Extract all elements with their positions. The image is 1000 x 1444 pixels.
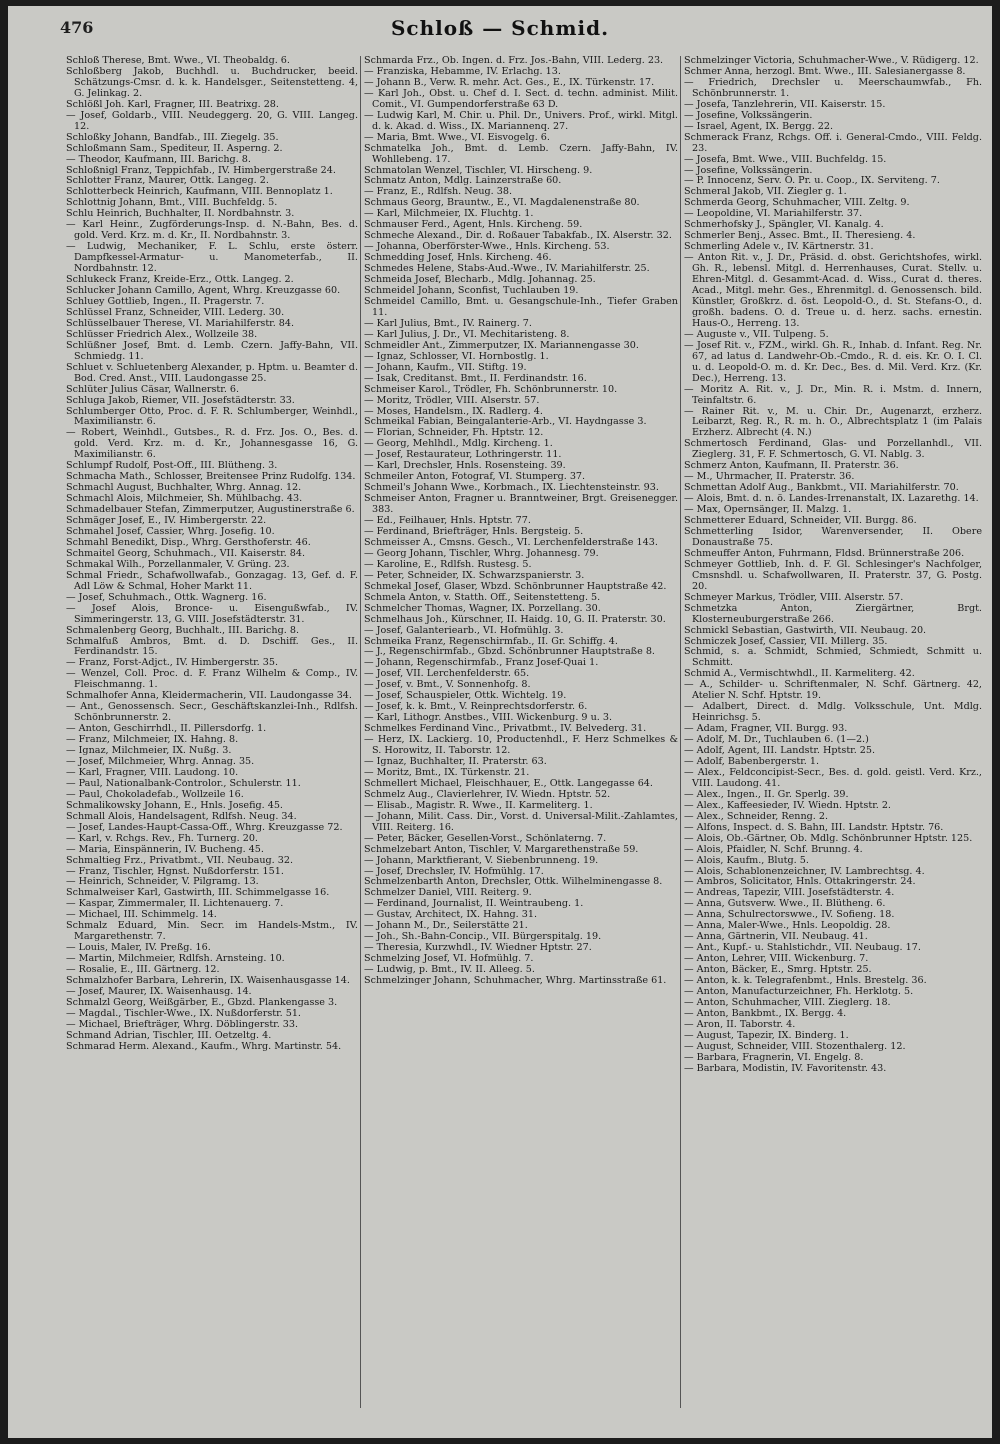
directory-entry: — Ferdinand, Briefträger, Hnls. Bergsteig. 5. — [364, 525, 584, 537]
directory-entry: Schlucker Johann Camillo, Agent, Whrg. Kreuzgasse 60. — [66, 285, 341, 297]
directory-entry: Schmauser Ferd., Agent, Hnls. Kircheng. 59. — [364, 219, 583, 231]
directory-entry: — Gustav, Architect, IX. Hahng. 31. — [364, 909, 538, 921]
directory-entry: — Johann M., Dr., Seilerstätte 21. — [364, 920, 528, 932]
directory-entry: — Andreas, Tapezir, VIII. Josefstädterstr. 4. — [684, 887, 895, 899]
directory-entry: Schloßky Johann, Bandfab., III. Ziegelg. 35. — [66, 131, 279, 143]
directory-entry: — Alfons, Inspect. d. S. Bahn, III. Landstr. Hptstr. 76. — [684, 821, 944, 833]
directory-entry: — Ludwig, Mechaniker, F. L. Schlu, erste österr. Dampfkessel-Armatur- u. Manometerfab., II. Nordbahnstr. 12. — [66, 241, 358, 275]
directory-entry: — Josef, v. Bmt., V. Sonnenhofg. 8. — [364, 679, 531, 691]
directory-entry: — Karoline, E., Rdlfsh. Rustesg. 5. — [364, 558, 532, 570]
directory-entry: Schmarda Frz., Ob. Ingen. d. Frz. Jos.-Bahn, VIII. Lederg. 23. — [364, 56, 664, 66]
running-head: Schloß — Schmid. — [390, 16, 610, 40]
directory-entry: — Josefa, Tanzlehrerin, VII. Kaiserstr. 15. — [684, 98, 886, 110]
directory-entry: — Franz, Milchmeier, IX. Hahng. 8. — [66, 734, 239, 746]
directory-entry: Schmelzinger Victoria, Schuhmacher-Wwe., V. Rüdigerg. 12. — [684, 56, 979, 66]
directory-entry: — Josef, Restaurateur, Lothringerstr. 11. — [364, 449, 562, 461]
directory-entry: Schmer Anna, herzogl. Bmt. Wwe., III. Salesianergasse 8. — [684, 65, 966, 77]
directory-entry: — Josef, Landes-Haupt-Cassa-Off., Whrg. Kreuzgasse 72. — [66, 821, 343, 833]
page-header — [8, 6, 992, 42]
directory-entry: — Florian, Schneider, Fh. Hptstr. 12. — [364, 427, 544, 439]
directory-entry: Schmeyer Markus, Trödler, VIII. Alserstr. 57. — [684, 591, 904, 603]
directory-entry: — Anton, Bankbmt., IX. Bergg. 4. — [684, 1007, 847, 1019]
directory-entry: Schmedes Helene, Stabs-Aud.-Wwe., IV. Mariahilferstr. 25. — [364, 263, 650, 275]
directory-entry: Schmacha Math., Schlosser, Breitensee Prinz Rudolfg. 134. — [66, 471, 356, 483]
directory-entry: Schmal Friedr., Schafwollwafab., Gonzagag. 13, Gef. d. F. Adl Löw & Schmal, Hoher Markt 11. — [66, 569, 358, 592]
directory-entry: — Anton, Schuhmacher, VIII. Zieglerg. 18. — [684, 996, 891, 1008]
directory-entry: — Adolf, Agent, III. Landstr. Hptstr. 25. — [684, 745, 876, 757]
directory-entry: Schloß Therese, Bmt. Wwe., VI. Theobaldg. 6. — [66, 56, 290, 66]
directory-entry: — Ignaz, Buchhalter, II. Praterstr. 63. — [364, 756, 547, 767]
directory-entry: — Kaspar, Zimmermaler, II. Lichtenauerg. 7. — [66, 898, 284, 910]
directory-entry: Schmahel Josef, Cassier, Whrg. Josefig. 10. — [66, 525, 275, 537]
directory-entry: — Josef, Drechsler, IV. Hofmühlg. 17. — [364, 865, 544, 877]
directory-entry: — Karl Joh., Obst. u. Chef d. I. Sect. d. techn. administ. Milit. Comit., VI. Gumpendorferstraße 63 D. — [364, 87, 678, 110]
directory-entry: Schmelzer Daniel, VIII. Reiterg. 9. — [364, 887, 532, 899]
directory-entry: — Auguste v., VII. Tulpeng. 5. — [684, 328, 829, 340]
directory-entry: Schmand Adrian, Tischler, III. Oetzeltg. 4. — [66, 1029, 272, 1041]
directory-entry: — August, Tapezir, IX. Binderg. 1. — [684, 1029, 849, 1041]
directory-entry: Schlüsser Friedrich Alex., Wollzeile 38. — [66, 328, 258, 340]
directory-entry: — Anna, Schulrectorswwe., IV. Sofieng. 18. — [684, 909, 895, 921]
directory-entry: Schmahl Benedikt, Disp., Whrg. Gersthoferstr. 46. — [66, 536, 311, 548]
directory-entry: — Josef, Goldarb., VIII. Neudeggerg. 20, G. VIII. Langeg. 12. — [66, 109, 358, 132]
directory-entry: Schmelzing Josef, VI. Hofmühlg. 7. — [364, 953, 534, 965]
directory-entry: Schlüter Julius Cäsar, Wallnerstr. 6. — [66, 383, 240, 395]
directory-entry: Schmatolan Wenzel, Tischler, VI. Hirscheng. 9. — [364, 164, 593, 176]
directory-entry: — Franz, E., Rdlfsh. Neug. 38. — [364, 186, 513, 198]
directory-entry: Schluet v. Schluetenberg Alexander, p. Hptm. u. Beamter d. Bod. Cred. Anst., VIII. Laudongasse 25. — [66, 361, 358, 384]
directory-entry: — Barbara, Fragnerin, VI. Engelg. 8. — [684, 1051, 864, 1063]
directory-entry: — Anton, Manufacturzeichner, Fh. Herklotg. 5. — [684, 986, 914, 998]
directory-entry: Schmeiler Anton, Fotograf, VI. Stumperg. 37. — [364, 471, 586, 483]
directory-entry: Schmakal Wilh., Porzellanmaler, V. Grüng. 23. — [66, 558, 290, 570]
directory-entry: Schmelhaus Joh., Kürschner, II. Haidg. 10, G. II. Praterstr. 30. — [364, 613, 666, 625]
directory-entry: — Max, Opernsänger, II. Malzg. 1. — [684, 504, 852, 516]
directory-entry: Schmalz Eduard, Min. Secr. im Handels-Mstm., IV. Margarethenstr. 7. — [66, 920, 358, 943]
directory-entry: — Josef Rit. v., FZM., wirkl. Gh. R., Inhab. d. Infant. Reg. Nr. 67, ad latus d. Landwehr-Ob.-Cmdo., R. d. eis. Kr. O. I. Cl. u. d. Leopold-O. m. d. Kr. Dec., Bes. d. Mil. Verd. Krz. (Kr. Dec.), Herreng. 13. — [684, 339, 982, 384]
directory-entry: Schmedding Josef, Hnls. Kircheng. 46. — [364, 252, 552, 264]
directory-entry: Schmiczek Josef, Cassier, VII. Millerg. 35. — [684, 635, 888, 647]
column-divider — [680, 56, 681, 1408]
directory-entry: Schmaus Georg, Brauntw., E., VI. Magdalenenstraße 80. — [364, 197, 640, 209]
directory-entry: Schmerler Benj., Assec. Bmt., II. Theresieng. 4. — [684, 230, 916, 242]
directory-entry: Schmeche Alexand., Dir. d. Roßauer Tabakfab., IX. Alserstr. 32. — [364, 230, 672, 242]
directory-entry: — Karl, Fragner, VIII. Laudong. 10. — [66, 766, 239, 778]
directory-entry: — Adolf, Babenbergerstr. 1. — [684, 756, 820, 767]
directory-entry: — Rainer Rit. v., M. u. Chir. Dr., Augenarzt, erzherz. Leibarzt, Reg. R., R. m. h. O., Albrechtsplatz 1 (im Palais Erzherz. Albrecht (4. N.) — [684, 405, 982, 439]
directory-entry: Schmertosch Ferdinand, Glas- und Porzellanhdl., VII. Zieglerg. 31, F. F. Schmertosch, G. VI. Nablg. 3. — [684, 438, 982, 461]
directory-entry: Schmaltieg Frz., Privatbmt., VII. Neubaug. 32. — [66, 854, 293, 866]
directory-entry: Schluey Gottlieb, Ingen., II. Pragerstr. 7. — [66, 295, 265, 307]
directory-entry: — Georg, Mehlhdl., Mdlg. Kircheng. 1. — [364, 438, 553, 450]
directory-entry: — Ludwig Karl, M. Chir. u. Phil. Dr., Univers. Prof., wirkl. Mitgl. d. k. Akad. d. Wiss., IX. Mariannenq. 27. — [364, 109, 678, 132]
directory-entry: Schmelkes Ferdinand Vinc., Privatbmt., IV. Belvederg. 31. — [364, 723, 647, 735]
directory-entry: Schlumpf Rudolf, Post-Off., III. Blütheng. 3. — [66, 460, 278, 472]
directory-entry: Schmerhofsky J., Spängler, VI. Kanalg. 4. — [684, 219, 884, 231]
directory-entry: Schmeiser Karol., Trödler, Fh. Schönbrunnerstr. 10. — [364, 383, 618, 395]
directory-entry: — Leopoldine, VI. Mariahilferstr. 37. — [684, 208, 863, 220]
page-number: 476 — [60, 18, 94, 37]
directory-entry: Schlüsselbauer Therese, VI. Mariahilferstr. 84. — [66, 317, 295, 329]
directory-entry: — Anna, Maler-Wwe., Hnls. Leopoldig. 28. — [684, 920, 891, 932]
directory-entry: — Ant., Kupf.- u. Stahlstichdr., VII. Neubaug. 17. — [684, 942, 921, 954]
directory-entry: — Anton, Geschirrhdl., II. Pillersdorfg. 1. — [66, 723, 267, 735]
directory-entry: — Johann, Regenschirmfab., Franz Josef-Quai 1. — [364, 657, 599, 669]
directory-entry: Schmettan Adolf Aug., Bankbmt., VII. Mariahilferstr. 70. — [684, 482, 959, 494]
directory-entry: Schlüßner Josef, Bmt. d. Lemb. Czern. Jaffy-Bahn, VII. Schmiedg. 11. — [66, 339, 358, 362]
directory-entry: — Josef, Schauspieler, Ottk. Wichtelg. 19. — [364, 690, 567, 702]
directory-entry: Schlumberger Otto, Proc. d. F. R. Schlumberger, Weinhdl., Maximilianstr. 6. — [66, 405, 358, 428]
directory-entry: — Anton Rit. v., J. Dr., Präsid. d. obst. Gerichtshofes, wirkl. Gh. R., lebensl. Mitgl. d. Herrenhauses, Curat. Stellv. u. Ehren-Mitgl. d. Gesammt-Acad. d. Wiss., Curat d. theres. Acad., Mitgl. mehr. Ges., Ehrenmitgl. d. Genossensch. bild. Künstler, Großkrz. d. öst. Leopold-O., d. St. Stefans-O., d. großh. badens. O. d. Treue u. d. herz. sachs. ernestin. Haus-O., Herreng. 13. — [684, 252, 982, 329]
directory-entry: — Moritz A. Rit. v., J. Dr., Min. R. i. Mstm. d. Innern, Teinfaltstr. 6. — [684, 383, 982, 406]
directory-entry: Schmerling Adele v., IV. Kärtnerstr. 31. — [684, 241, 874, 253]
directory-entry: — Karl Heinr., Zugförderungs-Insp. d. N.-Bahn, Bes. d. gold. Verd. Krz. m. d. Kr., II. Nordbahnstr. 3. — [66, 219, 358, 242]
directory-entry: Schmäger Josef, E., IV. Himbergerstr. 22. — [66, 515, 267, 527]
directory-entry: — Josefine, Volkssängerin. — [684, 164, 813, 176]
directory-entry: — Karl, Milchmeier, IX. Fluchtg. 1. — [364, 208, 534, 220]
column-divider — [360, 56, 361, 1408]
directory-entry: Schmalfuß Ambros, Bmt. d. D. Dschiff. Ges., II. Ferdinandstr. 15. — [66, 635, 358, 658]
directory-entry: — Adam, Fragner, VII. Burgg. 93. — [684, 723, 848, 735]
directory-entry: — Franz, Tischler, Hgnst. Nußdorferstr. 151. — [66, 865, 284, 877]
directory-entry: Schlüssel Franz, Schneider, VIII. Lederg. 30. — [66, 306, 285, 318]
directory-entry: — Rosalie, E., III. Gärtnerg. 12. — [66, 964, 220, 976]
directory-entry: Schloßberg Jakob, Buchhdl. u. Buchdrucker, beeid. Schätzungs-Cmsr. d. k. k. Handelsger., Seitenstetteng. 4, G. Jelinkag. 2. — [66, 65, 358, 99]
directory-entry: Schmeikal Fabian, Beingalanterie-Arb., VI. Haydngasse 3. — [364, 416, 647, 428]
directory-entry: — Johanna, Oberförster-Wwe., Hnls. Kircheng. 53. — [364, 241, 610, 253]
directory-entry: Schmickl Sebastian, Gastwirth, VII. Neubaug. 20. — [684, 624, 927, 636]
directory-entry: — Anna, Gutsverw. Wwe., II. Blütheng. 6. — [684, 898, 886, 910]
directory-entry: Schmalzl Georg, Weißgärber, E., Gbzd. Plankengasse 3. — [66, 996, 338, 1008]
directory-entry: — Josef, Schuhmach., Ottk. Wagnerg. 16. — [66, 591, 267, 603]
directory-entry: Schmetterling Isidor, Warenversender, II. Obere Donaustraße 75. — [684, 525, 982, 548]
directory-entry: Schlukeck Franz, Kreide-Erz., Ottk. Langeg. 2. — [66, 274, 294, 286]
directory-entry: Schmalhofer Anna, Kleidermacherin, VII. Laudongasse 34. — [66, 690, 352, 702]
directory-entry: Schmarad Herm. Alexand., Kaufm., Whrg. Martinstr. 54. — [66, 1040, 342, 1052]
directory-entry: — Alois, Ob.-Gärtner, Ob. Mdlg. Schönbrunner Hptstr. 125. — [684, 832, 973, 844]
directory-entry: Schlu Heinrich, Buchhalter, II. Nordbahnstr. 3. — [66, 208, 295, 220]
directory-entry: — Johann, Milit. Cass. Dir., Vorst. d. Universal-Milit.-Zahlamtes, VIII. Reiterg. 16. — [364, 810, 678, 833]
column-1 — [66, 56, 358, 1438]
directory-entry: — Josef, Galanteriearb., VI. Hofmühlg. 3. — [364, 624, 564, 636]
directory-entry: — Karl, v. Rchgs. Rev., Fh. Turnerg. 20. — [66, 832, 258, 844]
directory-entry: Schlotter Franz, Maurer, Ottk. Langeg. 2. — [66, 175, 269, 187]
directory-entry: — Alex., Kaffeesieder, IV. Wiedn. Hptstr. 2. — [684, 799, 891, 811]
directory-entry: Schmalenberg Georg, Buchhalt., III. Barichg. 8. — [66, 624, 299, 636]
directory-entry: — A., Schilder- u. Schriftenmaler, N. Schf. Gärtnerg. 42, Atelier N. Schf. Hptstr. 19. — [684, 679, 982, 702]
directory-entry: — Anton, Lehrer, VIII. Wickenburg. 7. — [684, 953, 869, 965]
directory-entry: — Joh., Sh.-Bahn-Concip., VII. Bürgerspitalg. 19. — [364, 931, 602, 943]
directory-entry: Schmatz Anton, Mdlg. Lainzerstraße 60. — [364, 175, 562, 187]
directory-entry: — Josefine, Volkssängerin. — [684, 109, 813, 121]
directory-page — [8, 6, 992, 1438]
directory-entry: Schmerz Anton, Kaufmann, II. Praterstr. 36. — [684, 460, 899, 472]
directory-entry: Schmadelbauer Stefan, Zimmerputzer, Augustinerstraße 6. — [66, 504, 355, 516]
directory-entry: — Josef, VII. Lerchenfelderstr. 65. — [364, 668, 530, 680]
directory-entry: — Moritz, Trödler, VIII. Alserstr. 57. — [364, 394, 540, 406]
directory-entry: Schlotterbeck Heinrich, Kaufmann, VIII. Bennoplatz 1. — [66, 186, 333, 198]
directory-entry: Schmeil's Johann Wwe., Korbmach., IX. Liechtensteinstr. 93. — [364, 482, 659, 494]
directory-entry: — Karl, Lithogr. Anstbes., VIII. Wickenburg. 9 u. 3. — [364, 712, 613, 724]
directory-entry: — Anna, Gärtnerin, VII. Neubaug. 41. — [684, 931, 868, 943]
directory-entry: — Alois, Pfaidler, N. Schf. Brunng. 4. — [684, 843, 863, 855]
directory-entry: Schmeika Franz, Regenschirmfab., II. Gr. Schiffg. 4. — [364, 635, 618, 647]
directory-entry: — Heinrich, Schneider, V. Pilgramg. 13. — [66, 876, 259, 888]
directory-entry: — Moritz, Bmt., IX. Türkenstr. 21. — [364, 766, 530, 778]
directory-entry: — Aron, II. Taborstr. 4. — [684, 1018, 796, 1030]
column-2 — [364, 56, 678, 1438]
directory-entry: Schmaitel Georg, Schuhmach., VII. Kaiserstr. 84. — [66, 547, 306, 559]
directory-entry: Schmeisser A., Cmsns. Gesch., VI. Lerchenfelderstraße 143. — [364, 536, 658, 548]
directory-entry: — Johann, Kaufm., VII. Stiftg. 19. — [364, 361, 527, 373]
directory-entry: — Herz, IX. Lackierg. 10, Productenhdl., F. Herz Schmelkes & S. Horowitz, II. Taborstr. 12. — [364, 734, 678, 757]
directory-entry: Schmelzebart Anton, Tischler, V. Margarethenstraße 59. — [364, 843, 639, 855]
directory-entry: — Ed., Feilhauer, Hnls. Hptstr. 77. — [364, 515, 531, 527]
directory-entry: — Alex., Schneider, Renng. 2. — [684, 810, 829, 822]
directory-entry: Schmall Alois, Handelsagent, Rdlfsh. Neug. 34. — [66, 810, 297, 822]
directory-entry: — Alex., Feldconcipist-Secr., Bes. d. gold. geistl. Verd. Krz., VIII. Laudong. 41. — [684, 766, 982, 789]
directory-entry: — Maria, Einspännerin, IV. Bucheng. 45. — [66, 843, 264, 855]
directory-entry: — Moses, Handelsm., IX. Radlerg. 4. — [364, 405, 543, 417]
directory-entry: Schmeiser Anton, Fragner u. Branntweiner, Brgt. Greisenegger. 383. — [364, 493, 678, 516]
directory-entry: Schmid, s. a. Schmidt, Schmied, Schmiedt, Schmitt u. Schmitt. — [684, 646, 982, 669]
directory-entry: — Magdal., Tischler-Wwe., IX. Nußdorferstr. 51. — [66, 1007, 301, 1019]
directory-entry: — Ignaz, Schlosser, VI. Hornbostlg. 1. — [364, 350, 549, 362]
directory-entry: — Franziska, Hebamme, IV. Erlachg. 13. — [364, 65, 561, 77]
directory-entry: Schluga Jakob, Riemer, VII. Josefstädterstr. 33. — [66, 394, 295, 406]
directory-entry: — Alois, Bmt. d. n. ö. Landes-Irrenanstalt, IX. Lazarethg. 14. — [684, 493, 979, 505]
directory-entry: Schmachl Alois, Milchmeier, Sh. Mühlbachg. 43. — [66, 493, 303, 505]
directory-entry: — Barbara, Modistin, IV. Favoritenstr. 43. — [684, 1062, 887, 1074]
directory-entry: — Johann B., Verw. R. mehr. Act. Ges., E., IX. Türkenstr. 17. — [364, 76, 655, 88]
directory-entry: Schmelz Aug., Clavierlehrer, IV. Wiedn. Hptstr. 52. — [364, 788, 611, 800]
directory-entry: — Franz, Forst-Adjct., IV. Himbergerstr. 35. — [66, 657, 279, 669]
directory-entry: — Ant., Genossensch. Secr., Geschäftskanzlei-Inh., Rdlfsh. Schönbrunnerstr. 2. — [66, 701, 358, 724]
directory-entry: — Ignaz, Milchmeier, IX. Nußg. 3. — [66, 745, 232, 757]
directory-entry: Schmalzhofer Barbara, Lehrerin, IX. Waisenhausgasse 14. — [66, 975, 350, 987]
directory-entry: Schmelzinger Johann, Schuhmacher, Whrg. Martinsstraße 61. — [364, 975, 667, 987]
directory-entry: — Karl Julius, Bmt., IV. Rainerg. 7. — [364, 317, 532, 329]
directory-entry: — Wenzel, Coll. Proc. d. F. Franz Wilhelm & Comp., IV. Fleischmanng. 1. — [66, 668, 358, 691]
directory-entry: Schmeida Josef, Blecharb., Mdlg. Johannag. 25. — [364, 274, 596, 286]
directory-entry: Schloßnigl Franz, Teppichfab., IV. Himbergerstraße 24. — [66, 164, 336, 176]
directory-entry: Schmelcher Thomas, Wagner, IX. Porzellang. 30. — [364, 602, 601, 614]
directory-entry: — Alois, Schablonenzeichner, IV. Lambrechtsg. 4. — [684, 865, 925, 877]
directory-entry: — Isak, Creditanst. Bmt., II. Ferdinandstr. 16. — [364, 372, 587, 384]
directory-entry: — Friedrich, Drechsler u. Meerschaumwfab., Fh. Schönbrunnerstr. 1. — [684, 76, 982, 99]
directory-entry: — M., Uhrmacher, II. Praterstr. 36. — [684, 471, 855, 483]
directory-entry: Schmerack Franz, Rchgs. Off. i. General-Cmdo., VIII. Feldg. 23. — [684, 131, 982, 154]
directory-entry: — Louis, Maler, IV. Preßg. 16. — [66, 942, 211, 954]
directory-entry: — P. Innocenz, Serv. O. Pr. u. Coop., IX. Serviteng. 7. — [684, 175, 940, 187]
directory-entry: — Paul, Nationalbank-Controlor., Schulerstr. 11. — [66, 777, 301, 789]
directory-entry: Schmachl August, Buchhalter, Whrg. Annag. 12. — [66, 482, 302, 494]
directory-entry: — Michael, III. Schimmelg. 14. — [66, 909, 217, 921]
directory-entry: Schmerda Georg, Schuhmacher, VIII. Zeltg. 9. — [684, 197, 910, 209]
directory-entry: — Martin, Milchmeier, Rdlfsh. Arnsteing. 10. — [66, 953, 285, 965]
directory-entry: — Peter, Bäcker, Gesellen-Vorst., Schönlaterng. 7. — [364, 832, 607, 844]
directory-entry: — Josef, Milchmeier, Whrg. Annag. 35. — [66, 756, 255, 767]
directory-entry: — Alois, Kaufm., Blutg. 5. — [684, 854, 809, 866]
directory-entry: Schmelzenbarth Anton, Drechsler, Ottk. Wilhelminengasse 8. — [364, 876, 663, 888]
directory-entry: Schmatelka Joh., Bmt. d. Lemb. Czern. Jaffy-Bahn, IV. Wohllebeng. 17. — [364, 142, 678, 165]
directory-entry: — Ludwig, p. Bmt., IV. II. Alleeg. 5. — [364, 964, 535, 976]
directory-entry: Schmalikowsky Johann, E., Hnls. Josefig. 45. — [66, 799, 283, 811]
directory-entry: — Theresia, Kurzwhdl., IV. Wiedner Hptstr. 27. — [364, 942, 592, 954]
directory-entry: — Elisab., Magistr. R. Wwe., II. Karmeliterg. 1. — [364, 799, 593, 811]
directory-entry: Schmeyer Gottlieb, Inh. d. F. Gl. Schlesinger's Nachfolger, Cmsnshdl. u. Schafwollwaren, II. Praterstr. 37, G. Postg. 20. — [684, 558, 982, 592]
directory-entry: — Anton, k. k. Telegrafenbmt., Hnls. Brestelg. 36. — [684, 975, 927, 987]
directory-entry: — Johann, Marktfierant, V. Siebenbrunneng. 19. — [364, 854, 599, 866]
directory-entry: — Karl Julius, J. Dr., VI. Mechitaristeng. 8. — [364, 328, 570, 340]
directory-entry: Schmellert Michael, Fleischhauer, E., Ottk. Langegasse 64. — [364, 777, 653, 789]
directory-entry: — Adolf, M. Dr., Tuchlauben 6. (1—2.) — [684, 734, 869, 746]
directory-entry: — Ambros, Solicitator, Hnls. Ottakringerstr. 24. — [684, 876, 916, 888]
directory-entry: Schmid A., Vermischtwhdl., II. Karmeliterg. 42. — [684, 668, 915, 680]
directory-entry: — Anton, Bäcker, E., Smrg. Hptstr. 25. — [684, 964, 872, 976]
directory-entry: Schmetterer Eduard, Schneider, VII. Burgg. 86. — [684, 515, 917, 527]
directory-entry: — Ferdinand, Journalist, II. Weintraubeng. 1. — [364, 898, 584, 910]
directory-entry: — J., Regenschirmfab., Gbzd. Schönbrunner Hauptstraße 8. — [364, 646, 655, 658]
directory-entry: — Robert, Weinhdl., Gutsbes., R. d. Frz. Jos. O., Bes. d. gold. Verd. Krz. m. d. Kr., Johannesgasse 16, G. Maximilianstr. 6. — [66, 427, 358, 461]
directory-entry: — Theodor, Kaufmann, III. Barichg. 8. — [66, 153, 251, 165]
directory-entry: Schmeidel Johann, Sconfist, Tuchlauben 19. — [364, 285, 579, 297]
directory-entry: Schmeidel Camillo, Bmt. u. Gesangschule-Inh., Tiefer Graben 11. — [364, 295, 678, 318]
directory-entry: — Israel, Agent, IX. Bergg. 22. — [684, 120, 834, 132]
column-3 — [684, 56, 982, 1438]
directory-entry: — Michael, Briefträger, Whrg. Döblingerstr. 33. — [66, 1018, 299, 1030]
directory-entry: — Adalbert, Direct. d. Mdlg. Volksschule, Unt. Mdlg. Heinrichsg. 5. — [684, 701, 982, 724]
directory-entry: — Peter, Schneider, IX. Schwarzspanierstr. 3. — [364, 569, 585, 581]
directory-entry: — Josef Alois, Bronce- u. Eisengußwfab., IV. Simmeringerstr. 13, G. VIII. Josefstädterstr. 31. — [66, 602, 358, 625]
directory-entry: — Josef, Maurer, IX. Waisenhausg. 14. — [66, 986, 252, 998]
directory-entry: Schmeral Jakob, VII. Ziegler g. 1. — [684, 186, 847, 198]
directory-entry: — Maria, Bmt. Wwe., VI. Eisvogelg. 6. — [364, 131, 550, 143]
directory-entry: Schmalweiser Karl, Gastwirth, III. Schimmelgasse 16. — [66, 887, 330, 899]
directory-entry: Schmela Anton, v. Statth. Off., Seitenstetteng. 5. — [364, 591, 601, 603]
directory-entry: — August, Schneider, VIII. Stozenthalerg. 12. — [684, 1040, 906, 1052]
directory-entry: — Alex., Ingen., II. Gr. Sperlg. 39. — [684, 788, 849, 800]
directory-entry: Schlößl Joh. Karl, Fragner, III. Beatrixg. 28. — [66, 98, 279, 110]
directory-entry: — Paul, Chokoladefab., Wollzeile 16. — [66, 788, 244, 800]
directory-entry: Schlottnig Johann, Bmt., VIII. Buchfeldg. 5. — [66, 197, 278, 209]
directory-entry: Schmeuffer Anton, Fuhrmann, Fldsd. Brünnerstraße 206. — [684, 547, 965, 559]
directory-entry: Schloßmann Sam., Spediteur, II. Asperng. 2. — [66, 142, 283, 154]
directory-entry: — Karl, Drechsler, Hnls. Rosensteing. 39. — [364, 460, 566, 472]
directory-entry: — Josef, k. k. Bmt., V. Reinprechtsdorferstr. 6. — [364, 701, 588, 713]
directory-entry: Schmeidler Ant., Zimmerputzer, IX. Mariannengasse 30. — [364, 339, 639, 351]
directory-entry: Schmetzka Anton, Ziergärtner, Brgt. Klosterneuburgerstraße 266. — [684, 602, 982, 625]
directory-entry: Schmekal Josef, Glaser, Wbzd. Schönbrunner Hauptstraße 42. — [364, 580, 667, 592]
directory-entry: — Georg Johann, Tischler, Whrg. Johannesg. 79. — [364, 547, 599, 559]
directory-entry: — Josefa, Bmt. Wwe., VIII. Buchfeldg. 15. — [684, 153, 887, 165]
